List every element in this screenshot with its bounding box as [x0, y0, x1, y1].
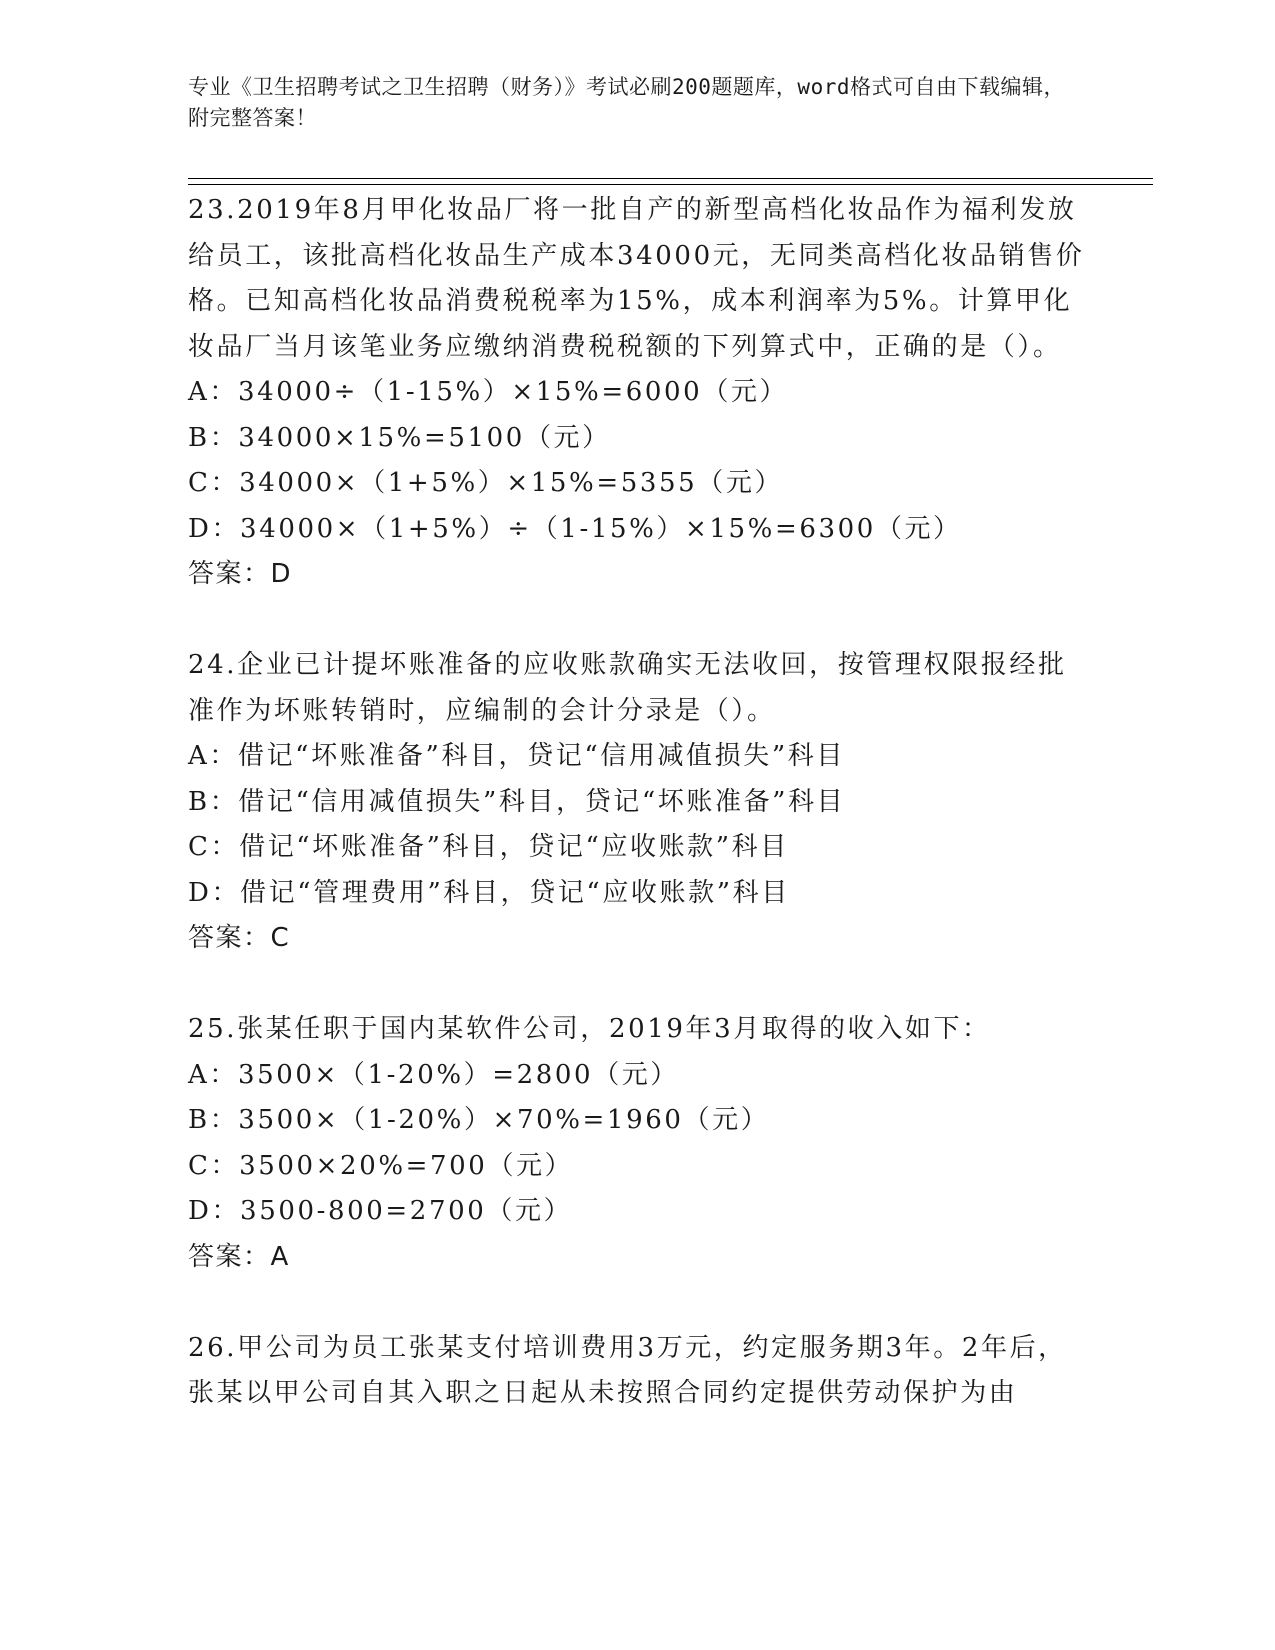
question-25 [188, 1007, 1088, 1280]
answer: 答案：C [188, 923, 291, 953]
question-24 [188, 643, 1088, 962]
option-c: C：3500×20%=700（元） [188, 1150, 574, 1181]
answer: 答案：D [188, 559, 293, 589]
question-stem: 23.2019年8月甲化妆品厂将一批自产的新型高档化妆品作为福利发放给员工，该批高档化妆品生产成本34000元，无同类高档化妆品销售价格。已知高档化妆品消费税税率为15%，成本利润率为5%。计算甲化妆品厂当月该笔业务应缴纳消费税税额的下列算式中，正确的是（）。 [188, 195, 1085, 362]
header-rule-bottom [188, 184, 1153, 185]
option-a: A：借记“坏账准备”科目，贷记“信用减值损失”科目 [188, 741, 845, 771]
option-a: A：3500×（1-20%）=2800（元） [188, 1059, 679, 1090]
option-b: B：34000×15%=5100（元） [188, 422, 611, 453]
option-c: C：借记“坏账准备”科目，贷记“应收账款”科目 [188, 832, 789, 862]
answer: 答案：A [188, 1241, 290, 1272]
question-stem: 25.张某任职于国内某软件公司，2019年3月取得的收入如下： [188, 1014, 991, 1044]
question-23 [188, 188, 1088, 598]
document-header: 专业《卫生招聘考试之卫生招聘（财务）》考试必刷200题题库，word格式可自由下载编辑，附完整答案！ [188, 75, 1065, 130]
question-26 [188, 1326, 1088, 1417]
question-stem: 24.企业已计提坏账准备的应收账款确实无法收回，按管理权限报经批准作为坏账转销时，应编制的会计分录是（）。 [188, 650, 1067, 726]
option-d: D：借记“管理费用”科目，贷记“应收账款”科目 [188, 877, 790, 908]
question-list [188, 188, 1088, 1462]
option-a: A：34000÷（1-15%）×15%=6000（元） [188, 377, 789, 407]
option-b: B：借记“信用减值损失”科目，贷记“坏账准备”科目 [188, 786, 846, 817]
option-b: B：3500×（1-20%）×70%=1960（元） [188, 1105, 770, 1135]
option-d: D：3500-800=2700（元） [188, 1196, 573, 1226]
option-d: D：34000×（1+5%）÷（1-15%）×15%=6300（元） [188, 513, 962, 544]
header-rule-top [188, 178, 1153, 179]
option-c: C：34000×（1+5%）×15%=5355（元） [188, 468, 784, 498]
question-stem: 26.甲公司为员工张某支付培训费用3万元，约定服务期3年。2年后，张某以甲公司自其入职之日起从未按照合同约定提供劳动保护为由 [188, 1332, 1067, 1408]
